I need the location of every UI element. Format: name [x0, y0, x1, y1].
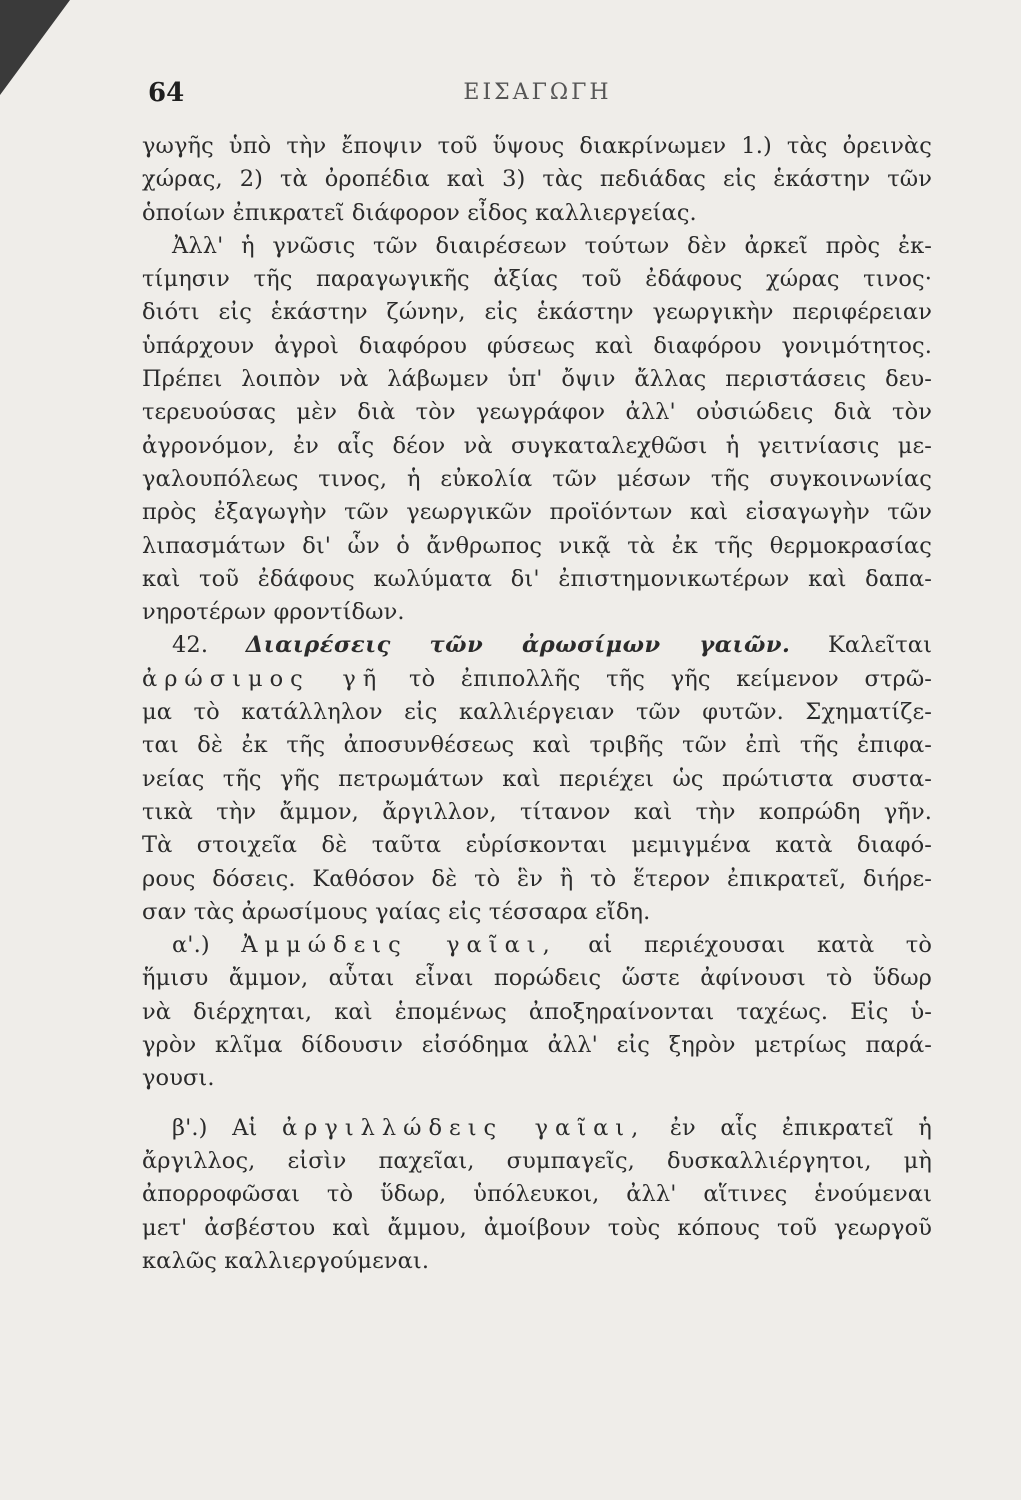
text-line: γρὸν κλῖμα δίδουσιν εἰσόδημα ἀλλ' εἰς ξηρὸν μετρίως παρά- [142, 1032, 932, 1059]
item-a-rest: αἱ περιέχουσαι κατὰ τὸ [588, 932, 932, 959]
item-a-label: α'.) [172, 932, 210, 959]
body-text [142, 130, 932, 1278]
item-b-first-line [142, 1112, 932, 1145]
text-line: σαν τὰς ἀρωσίμους γαίας εἰς τέσσαρα εἴδη. [142, 898, 651, 925]
text-line: νὰ διέρχηται, καὶ ἑπομένως ἀποξηραίνονται ταχέως. Εἰς ὑ- [142, 998, 932, 1025]
text-line: γαλουπόλεως τινος, ἡ εὐκολία τῶν μέσων τῆς συγκοινωνίας [142, 465, 932, 492]
section-term: ἀρώσιμος γῆ [142, 665, 384, 692]
paragraph-gap [142, 1096, 932, 1112]
item-b-term: ἀργιλλώδεις γαῖαι, [281, 1114, 646, 1141]
text-line: τικὰ τὴν ἄμμον, ἄργιλλον, τίτανον καὶ τὴν κοπρώδη γῆν. [142, 798, 932, 825]
text-line: ἀγρονόμον, ἐν αἷς δέον νὰ συγκαταλεχθῶσι ἡ γειτνίασις με- [142, 432, 932, 459]
text-line: Τὰ στοιχεῖα δὲ ταῦτα εὑρίσκονται μεμιγμένα κατὰ διαφό- [142, 832, 932, 859]
running-title: ΕΙΣΑΓΩΓΗ [463, 80, 612, 105]
text-line: λιπασμάτων δι' ὧν ὁ ἄνθρωπος νικᾷ τὰ ἐκ τῆς θερμοκρασίας [142, 532, 932, 559]
text-line: καλῶς καλλιεργούμεναι. [142, 1247, 430, 1274]
section-heading-line [142, 629, 932, 662]
section-heading: Διαιρέσεις τῶν ἀρωσίμων γαιῶν. [245, 632, 791, 659]
item-b-rest: ἐν αἷς ἐπικρατεῖ ἡ [669, 1114, 932, 1141]
text-line: διότι εἰς ἑκάστην ζώνην, εἰς ἑκάστην γεωργικὴν περιφέρειαν [142, 299, 932, 326]
text-line: γουσι. [142, 1065, 215, 1092]
text-line: Πρέπει λοιπὸν νὰ λάβωμεν ὑπ' ὄψιν ἄλλας περιστάσεις δευ- [142, 366, 932, 393]
text-line: ἀπορροφῶσαι τὸ ὕδωρ, ὑπόλευκοι, ἀλλ' αἵτινες ἑνούμεναι [142, 1181, 932, 1208]
text-line: ἥμισυ ἄμμον, αὗται εἶναι πορώδεις ὥστε ἀφίνουσι τὸ ὕδωρ [142, 965, 932, 992]
text-line: ἄργιλλος, εἰσὶν παχεῖαι, συμπαγεῖς, δυσκαλλιέργητοι, μὴ [142, 1147, 932, 1174]
text-line [142, 663, 932, 696]
page-number: 64 [148, 78, 185, 108]
text-line: νηροτέρων φροντίδων. [142, 599, 405, 626]
text-line: νείας τῆς γῆς πετρωμάτων καὶ περιέχει ὡς πρώτιστα συστα- [142, 765, 932, 792]
section-heading-rest: Καλεῖται [827, 632, 932, 659]
text-line: Ἀλλ' ἡ γνῶσις τῶν διαιρέσεων τούτων δὲν ἀρκεῖ πρὸς ἐκ- [172, 232, 932, 259]
item-b-label: β'.) Αἱ [172, 1114, 258, 1141]
section-number: 42. [172, 632, 209, 659]
text-line: ται δὲ ἐκ τῆς ἀποσυνθέσεως καὶ τριβῆς τῶν ἐπὶ τῆς ἐπιφα- [142, 732, 932, 759]
text-line: πρὸς ἐξαγωγὴν τῶν γεωργικῶν προϊόντων καὶ εἰσαγωγὴν τῶν [142, 499, 932, 526]
text-line: τερευούσας μὲν διὰ τὸν γεωγράφον ἀλλ' οὐσιώδεις διὰ τὸν [142, 399, 932, 426]
text-line: καὶ τοῦ ἐδάφους κωλύματα δι' ἐπιστημονικωτέρων καὶ δαπα- [142, 565, 932, 592]
section-line-rest: τὸ ἐπιπολλῆς τῆς γῆς κείμενον στρῶ- [409, 665, 932, 692]
text-line: χώρας, 2) τὰ ὀροπέδια καὶ 3) τὰς πεδιάδας εἰς ἑκάστην τῶν [142, 166, 932, 193]
item-a-term: Ἀμμώδεις γαῖαι, [241, 932, 557, 959]
page-header [140, 78, 935, 114]
text-line: ρους δόσεις. Καθόσον δὲ τὸ ἓν ἢ τὸ ἕτερον ἐπικρατεῖ, διήρε- [142, 865, 932, 892]
item-a-first-line [142, 929, 932, 962]
text-line: μα τὸ κατάλληλον εἰς καλλιέργειαν τῶν φυτῶν. Σχηματίζε- [142, 699, 932, 726]
text-line: ὑπάρχουν ἀγροὶ διαφόρου φύσεως καὶ διαφόρου γονιμότητος. [142, 332, 932, 359]
torn-corner [0, 0, 70, 95]
text-line: ὁποίων ἐπικρατεῖ διάφορον εἶδος καλλιεργείας. [142, 199, 697, 226]
text-line: μετ' ἀσβέστου καὶ ἄμμου, ἀμοίβουν τοὺς κόπους τοῦ γεωργοῦ [142, 1214, 932, 1241]
text-line: τίμησιν τῆς παραγωγικῆς ἀξίας τοῦ ἐδάφους χώρας τινος· [142, 266, 932, 293]
text-line: γωγῆς ὑπὸ τὴν ἔποψιν τοῦ ὕψους διακρίνωμεν 1.) τὰς ὀρεινὰς [142, 133, 932, 159]
